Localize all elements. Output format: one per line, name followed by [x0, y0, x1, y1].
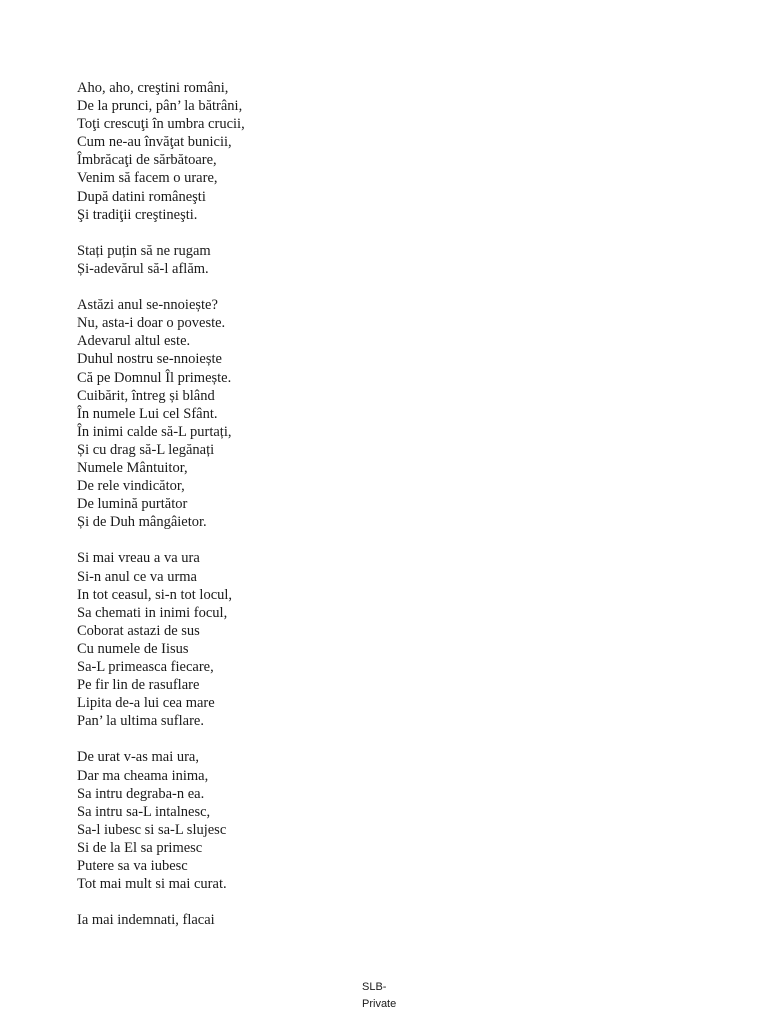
poem-stanza: [77, 549, 677, 730]
poem-line: De la prunci, pân’ la bătrâni,: [77, 98, 243, 115]
poem-line: Ia mai indemnati, flacai: [77, 912, 215, 929]
poem-line: Venim să facem o urare,: [77, 170, 218, 187]
poem-line: Sa-L primeasca fiecare,: [77, 659, 214, 675]
poem-line: Sa intru sa-L intalnesc,: [77, 803, 211, 820]
poem-stanza: [77, 242, 677, 278]
poem-line: In tot ceasul, si-n tot locul,: [77, 586, 233, 603]
poem-line: Si-n anul ce va urma: [77, 568, 197, 585]
poem-line: Adevarul altul este.: [77, 333, 191, 350]
poem-line: De urat v-as mai ura,: [77, 749, 199, 766]
poem-line: Cuibărit, întreg și blând: [77, 387, 215, 404]
classification-line-2: Private: [362, 998, 397, 1010]
poem-line: După datini româneşti: [77, 188, 206, 205]
poem-line: Tot mai mult si mai curat.: [77, 876, 227, 893]
classification-label: [362, 979, 396, 1013]
poem-line: Cum ne-au învăţat bunicii,: [77, 134, 232, 151]
poem-line: De rele vindicător,: [77, 478, 185, 495]
poem-line: Si de la El sa primesc: [77, 839, 203, 856]
poem-line: Duhul nostru se-nnoiește: [77, 351, 222, 368]
poem-line: Si mai vreau a va ura: [77, 550, 200, 567]
poem-stanza: [77, 911, 677, 929]
poem-line: Că pe Domnul Îl primește.: [77, 369, 232, 386]
poem-stanza: [77, 748, 677, 893]
poem-line: Dar ma cheama inima,: [77, 767, 209, 784]
poem-line: Coborat astazi de sus: [77, 622, 200, 639]
poem-line: Lipita de-a lui cea mare: [77, 695, 215, 712]
poem-line: Și de Duh mângâietor.: [77, 514, 207, 531]
poem-line: Stați puțin să ne rugam: [77, 242, 211, 259]
poem-line: Sa intru degraba-n ea.: [77, 785, 205, 802]
poem-line: Cu numele de Iisus: [77, 640, 189, 657]
poem-line: Şi tradiţii creştineşti.: [77, 206, 198, 223]
poem-stanza: [77, 79, 677, 224]
poem-line: Sa chemati in inimi focul,: [77, 604, 228, 621]
poem-line: Și-adevărul să-l aflăm.: [77, 260, 209, 277]
poem-line: Nu, asta-i doar o poveste.: [77, 315, 226, 332]
poem-stanza: [77, 296, 677, 531]
poem-line: Aho, aho, creştini români,: [77, 80, 229, 96]
classification-line-1: SLB-: [362, 981, 387, 993]
poem-line: Pan’ la ultima suflare.: [77, 713, 204, 730]
poem-line: De lumină purtător: [77, 496, 188, 513]
poem-line: Sa-l iubesc si sa-L slujesc: [77, 821, 227, 838]
poem-line: În numele Lui cel Sfânt.: [77, 405, 218, 422]
poem-body: [77, 79, 677, 948]
poem-line: Pe fir lin de rasuflare: [77, 677, 200, 694]
poem-line: Putere sa va iubesc: [77, 858, 188, 875]
poem-line: Astăzi anul se-nnoiește?: [77, 297, 218, 314]
poem-line: Și cu drag să-L legănați: [77, 441, 215, 458]
poem-line: Numele Mântuitor,: [77, 459, 188, 476]
poem-line: Toţi crescuţi în umbra crucii,: [77, 116, 245, 133]
poem-line: Îmbrăcaţi de sărbătoare,: [77, 152, 217, 169]
poem-line: În inimi calde să-L purtați,: [77, 423, 232, 440]
